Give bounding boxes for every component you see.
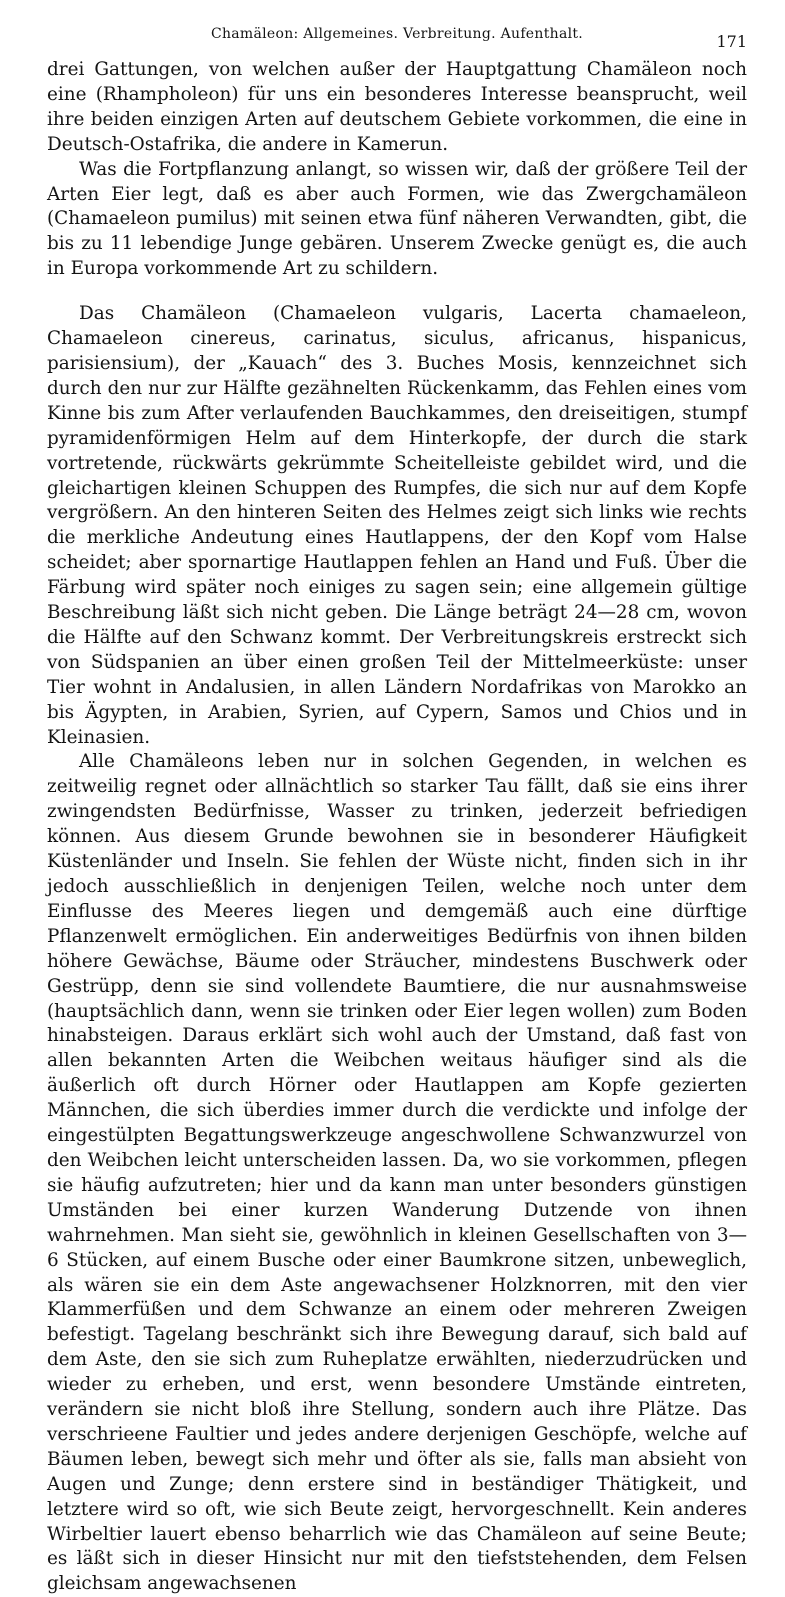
running-head (47, 26, 747, 58)
paragraph-description: Das Chamäleon (Chamaeleon vulgaris, Lacerta chamaeleon, Chamaeleon cinereus, carinatus, siculus, africanus, hispanicus, parisiensium), der „Kauach“ des 3. Buches Mosis, kennzeichnet sich durch den nur zur Hälfte gezähnelten Rückenkamm, das Fehlen eines vom Kinne bis zum After verlaufenden Bauchkammes, den dreiseitigen, stumpf pyramidenförmigen Helm auf dem Hinterkopfe, der durch die stark vortretende, rückwärts gekrümmte Scheitelleiste gebildet wird, und die gleichartigen kleinen Schuppen des Rumpfes, die sich nur auf dem Kopfe vergrößern. An den hinteren Seiten des Helmes zeigt sich links wie rechts die merkliche Andeutung eines Hautlappens, der den Kopf vom Halse scheidet; aber spornartige Hautlappen fehlen an Hand und Fuß. Über die Färbung wird später noch einiges zu sagen sein; eine allgemein gültige Beschreibung läßt sich nicht geben. Die Länge beträgt 24—28 cm, wovon die Hälfte auf den Schwanz kommt. Der Verbreitungskreis erstreckt sich von Südspanien an über einen großen Teil der Mittelmeerküste: unser Tier wohnt in Andalusien, in allen Ländern Nordafrikas von Marokko an bis Ägypten, in Arabien, Syrien, auf Cypern, Samos und Chios und in Kleinasien. (47, 303, 747, 748)
page-number: 171 (716, 32, 747, 51)
paragraph-reproduction: Was die Fortpflanzung anlangt, so wissen wir, daß der größere Teil der Arten Eier legt, daß es aber auch Formen, wie das Zwergchamäleon (Chamaeleon pumilus) mit seinen etwa fünf näheren Verwandten, gibt, die bis zu 11 lebendige Junge gebären. Unserem Zwecke genügt es, die auch in Europa vorkommende Art zu schildern. (47, 158, 747, 280)
running-title: Chamäleon: Allgemeines. Verbreitung. Aufenthalt. (210, 26, 584, 42)
paragraph-continuation: drei Gattungen, von welchen außer der Hauptgattung Chamäleon noch eine (Rhampholeon) für uns ein besonderes Interesse beansprucht, weil ihre beiden einzigen Arten auf deutschem Gebiete vorkommen, die eine in Deutsch-Ostafrika, die andere in Kamerun. (47, 59, 747, 155)
paragraph-habitat: Alle Chamäleons leben nur in solchen Gegenden, in welchen es zeitweilig regnet oder allnächtlich so starker Tau fällt, daß sie eins ihrer zwingendsten Bedürfnisse, Wasser zu trinken, jederzeit befriedigen können. Aus diesem Grunde bewohnen sie in besonderer Häufigkeit Küstenländer und Inseln. Sie fehlen der Wüste nicht, finden sich in ihr jedoch ausschließlich in denjenigen Teilen, welche noch unter dem Einflusse des Meeres liegen und demgemäß auch eine dürftige Pflanzenwelt ermöglichen. Ein anderweitiges Bedürfnis von ihnen bilden höhere Gewächse, Bäume oder Sträucher, mindestens Buschwerk oder Gestrüpp, denn sie sind vollendete Baumtiere, die nur ausnahmsweise (hauptsächlich dann, wenn sie trinken oder Eier legen wollen) zum Boden hinabsteigen. Daraus erklärt sich wohl auch der Umstand, daß fast von allen bekannten Arten die Weibchen weitaus häufiger sind als die äußerlich oft durch Hörner oder Hautlappen am Kopfe gezierten Männchen, die sich überdies immer durch die verdickte und infolge der eingestülpten Begattungswerkzeuge angeschwollene Schwanzwurzel von den Weibchen leicht unterscheiden lassen. Da, wo sie vorkommen, pflegen sie häufig aufzutreten; hier und da kann man unter besonders günstigen Umständen bei einer kurzen Wanderung Dutzende von ihnen wahrnehmen. Man sieht sie, gewöhnlich in kleinen Gesellschaften von 3—6 Stücken, auf einem Busche oder einer Baumkrone sitzen, unbeweglich, als wären sie ein dem Aste angewachsener Holzknorren, mit den vier Klammerfüßen und dem Schwanze an einem oder mehreren Zweigen befestigt. Tagelang beschränkt sich ihre Bewegung darauf, sich bald auf dem Aste, den sie sich zum Ruheplatze erwählten, niederzudrücken und wieder zu erheben, und erst, wenn besondere Umstände eintreten, verändern sie nicht bloß ihre Stellung, sondern auch ihre Plätze. Das verschrieene Faultier und jedes andere derjenigen Geschöpfe, welche auf Bäumen leben, bewegt sich mehr und öfter als sie, falls man absieht von Augen und Zunge; denn erstere sind in beständiger Thätigkeit, und letztere wird so oft, wie sich Beute zeigt, hervorgeschnellt. Kein anderes Wirbeltier lauert ebenso beharrlich wie das Chamäleon auf seine Beute; es läßt sich in dieser Hinsicht nur mit den tiefststehenden, dem Felsen gleichsam angewachsenen (47, 751, 747, 1595)
